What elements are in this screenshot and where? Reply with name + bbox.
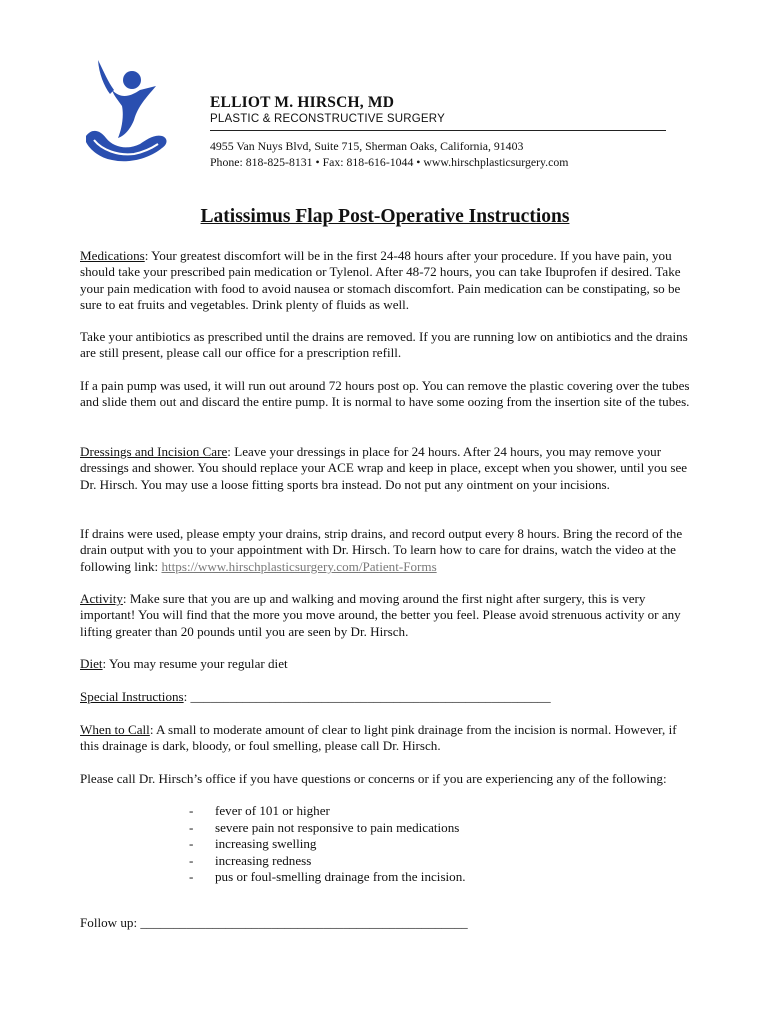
when-to-call-heading: When to Call <box>80 722 150 737</box>
doctor-name: ELLIOT M. HIRSCH, MD <box>210 94 395 111</box>
list-item <box>189 853 669 870</box>
bullet-dash: - <box>189 852 194 868</box>
diet-paragraph <box>80 656 288 672</box>
office-address: 4955 Van Nuys Blvd, Suite 715, Sherman Oaks, California, 91403 <box>210 139 524 153</box>
office-contact: Phone: 818-825-8131 • Fax: 818-616-1044 • www.hirschplasticsurgery.com <box>210 155 569 169</box>
symptom-list <box>189 803 669 886</box>
bullet-dash: - <box>189 819 194 835</box>
special-instructions-heading: Special Instructions <box>80 689 184 704</box>
symptom-text: pus or foul-smelling drainage from the incision. <box>215 869 466 885</box>
list-item <box>189 820 669 837</box>
document-title: Latissimus Flap Post-Operative Instructions <box>200 206 570 227</box>
activity-text: : Make sure that you are up and walking and moving around the first night after surgery, this is very important! You will find that the more you move around, the better you feel. Please avoid strenuous activity or any lifting greater than 20 pounds until you are seen by Dr. Hirsch. <box>80 591 681 639</box>
list-item <box>189 869 669 886</box>
medications-text: : Your greatest discomfort will be in the first 24-48 hours after your procedure. If you have pain, you should take your prescribed pain medication or Tylenol. After 48-72 hours, you can take Ibuprofen if desired. Take your pain medication with food to avoid nausea or stomach discomfort. Pain medication can be constipating, so be sure to eat fruits and vegetables. Drink plenty of fluids as well. <box>80 248 681 313</box>
drains-text: If drains were used, please empty your drains, strip drains, and record output every 8 hours. Bring the record of the drain output with you to your appointment with Dr. Hirsch. To learn how to care for drains, watch the video at the following link: <box>80 526 683 574</box>
activity-heading: Activity <box>80 591 123 606</box>
patient-forms-link[interactable]: https://www.hirschplasticsurgery.com/Patient-Forms <box>161 558 437 574</box>
drains-paragraph <box>80 526 695 575</box>
symptom-text: severe pain not responsive to pain medications <box>215 819 460 835</box>
medications-heading: Medications <box>80 248 145 263</box>
activity-paragraph <box>80 591 695 640</box>
symptom-text: fever of 101 or higher <box>215 803 330 818</box>
follow-up-line: Follow up: __________________________________________________ <box>80 915 468 930</box>
bullet-dash: - <box>189 803 194 818</box>
when-to-call-paragraph <box>80 722 695 755</box>
pain-pump-paragraph: If a pain pump was used, it will run out around 72 hours post op. You can remove the plastic covering over the tubes and slide them out and discard the entire pump. It is normal to have some oozing from the insertion site of the tubes. <box>80 378 690 410</box>
bullet-dash: - <box>189 836 194 852</box>
dressings-heading: Dressings and Incision Care <box>80 444 228 459</box>
special-instructions-paragraph <box>80 689 551 705</box>
doctor-specialty: PLASTIC & RECONSTRUCTIVE SURGERY <box>210 113 445 125</box>
dressings-paragraph <box>80 444 695 493</box>
diet-heading: Diet <box>80 656 103 671</box>
medications-paragraph <box>80 248 695 314</box>
list-item <box>189 836 669 853</box>
special-instructions-blank: : _______________________________________________________ <box>183 689 551 704</box>
symptom-text: increasing swelling <box>215 836 317 852</box>
symptom-text: increasing redness <box>215 852 312 868</box>
letterhead <box>210 93 666 170</box>
when-to-call-text: : A small to moderate amount of clear to light pink drainage from the incision is normal. However, if this drainage is dark, bloody, or foul smelling, please call Dr. Hirsch. <box>80 722 677 754</box>
diet-text: : You may resume your regular diet <box>102 656 288 671</box>
logo-figure-hand-icon <box>84 58 170 166</box>
call-intro-paragraph: Please call Dr. Hirsch’s office if you have questions or concerns or if you are experiencing any of the following: <box>80 771 667 786</box>
dressings-text: : Leave your dressings in place for 24 hours. After 24 hours, you may remove your dressings and shower. You should replace your ACE wrap and keep in place, except when you shower, until you see Dr. Hirsch. You may use a loose fitting sports bra instead. Do not put any ointment on your incisions. <box>80 444 688 492</box>
bullet-dash: - <box>189 869 194 885</box>
list-item <box>189 803 669 820</box>
antibiotics-paragraph: Take your antibiotics as prescribed until the drains are removed. If you are running low on antibiotics and the drains are still present, please call our office for a prescription refill. <box>80 329 688 361</box>
letterhead-divider <box>210 130 666 131</box>
